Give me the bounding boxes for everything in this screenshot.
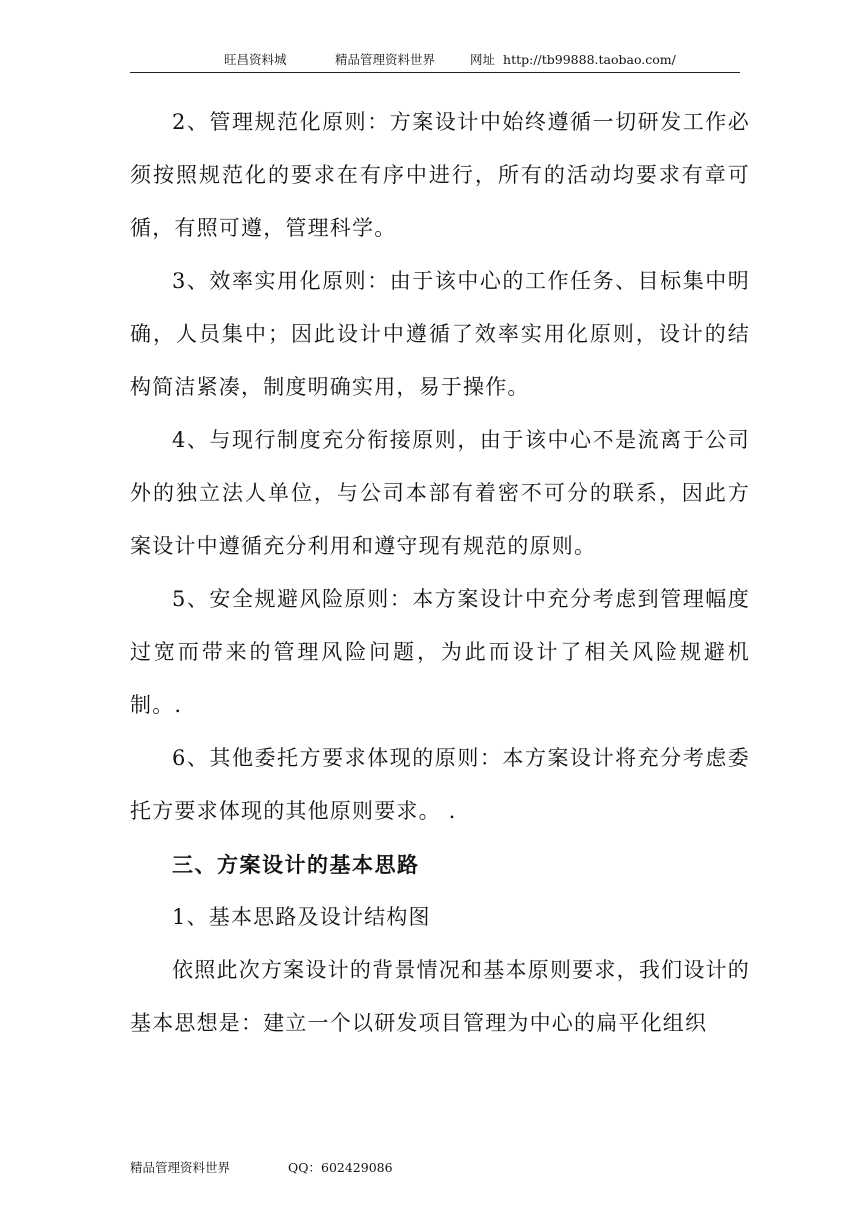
header-url-link[interactable]: http://tb99888.taobao.com/ [503,52,676,67]
header-url-block [470,50,676,70]
page-header [130,50,740,73]
header-url-label: 网址 [470,52,496,67]
section-title: 三、方案设计的基本思路 [172,852,420,877]
footer-site-name: 精品管理资料世界 [130,1160,231,1175]
paragraph-principle-5: 5、安全规避风险原则：本方案设计中充分考虑到管理幅度过宽而带来的管理风险问题，为此而设计了相关风险规避机制。. [130,587,750,717]
paragraph-principle-2: 2、管理规范化原则：方案设计中始终遵循一切研发工作必须按照规范化的要求在有序中进行，所有的活动均要求有章可循，有照可遵，管理科学。 [130,110,750,240]
paragraph-principle-3: 3、效率实用化原则：由于该中心的工作任务、目标集中明确，人员集中；因此设计中遵循了效率实用化原则，设计的结构简洁紧凑，制度明确实用，易于操作。 [130,269,750,399]
document-body [130,96,750,1050]
paragraph-basic-idea: 依照此次方案设计的背景情况和基本原则要求，我们设计的基本思想是：建立一个以研发项目管理为中心的扁平化组织 [130,958,750,1035]
header-shop-name: 旺昌资料城 [224,52,287,67]
paragraph-principle-4: 4、与现行制度充分衔接原则，由于该中心不是流离于公司外的独立法人单位，与公司本部有着密不可分的联系，因此方案设计中遵循充分利用和遵守现有规范的原则。 [130,428,750,558]
subsection-title: 1、基本思路及设计结构图 [172,905,431,929]
paragraph-principle-6: 6、其他委托方要求体现的原则：本方案设计将充分考虑委托方要求体现的其他原则要求。 . [130,746,750,823]
header-site-name: 精品管理资料世界 [335,52,436,67]
footer-qq: QQ：602429086 [288,1160,393,1175]
